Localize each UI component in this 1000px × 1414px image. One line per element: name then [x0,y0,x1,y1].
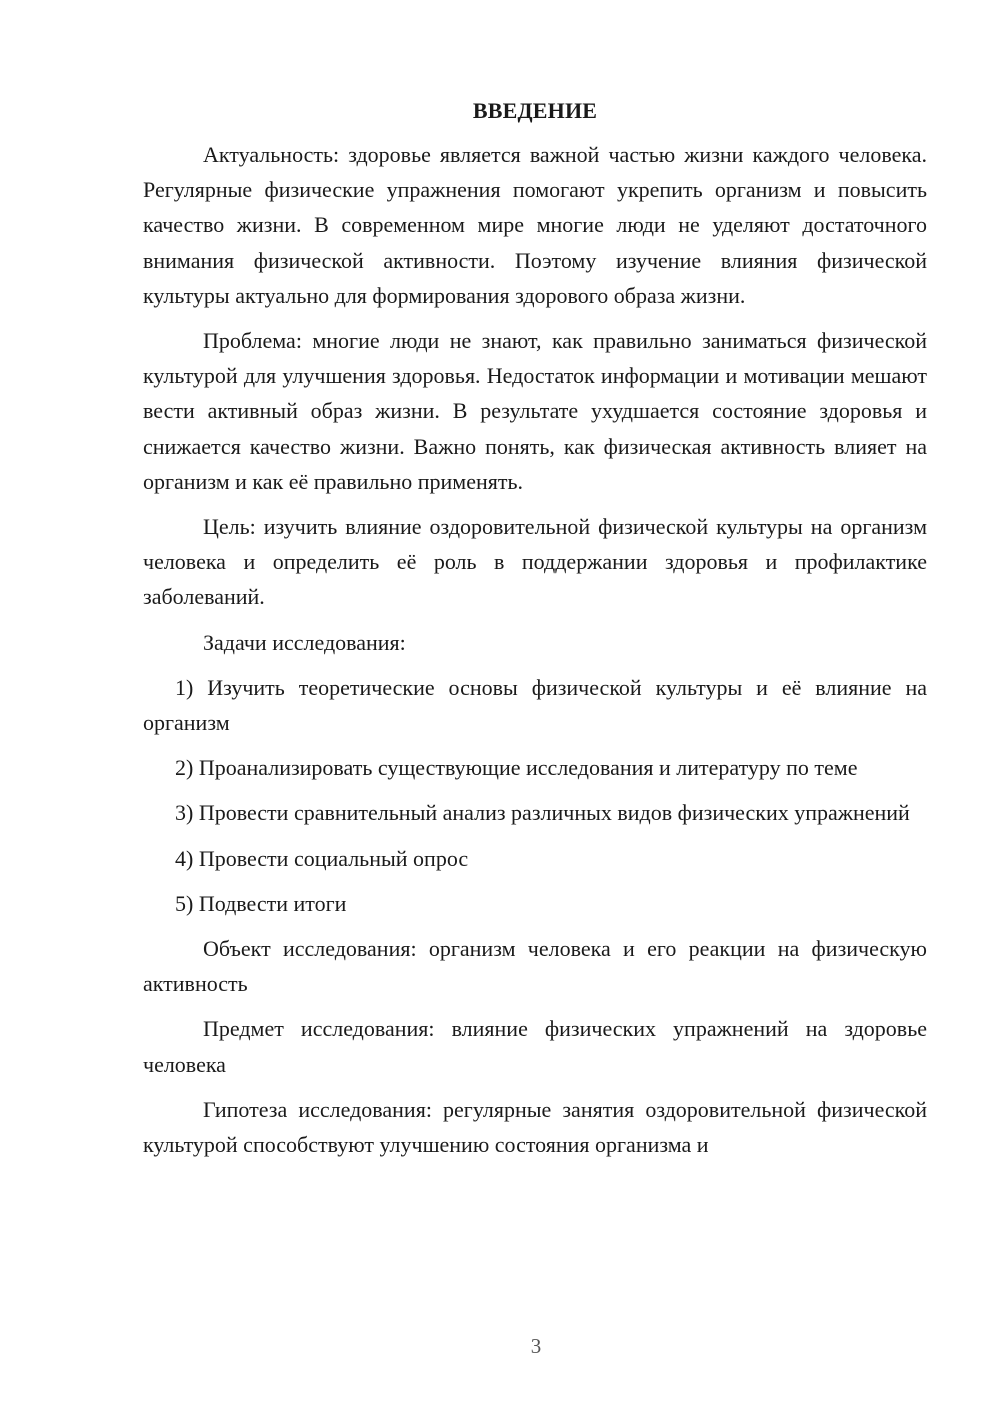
task-item: 5) Подвести итоги [175,890,347,916]
page-content [143,93,927,1172]
paragraph-relevance: Актуальность: здоровье является важной частью жизни каждого человека. Регулярные физические упражнения помогают укрепить организм и повысить качество жизни. В современном мире многие люди не уделяют достаточного внимания физической активности. Поэтому изучение влияния физической культуры актуально для формирования здорового образа жизни. [143,142,927,308]
paragraph-goal: Цель: изучить влияние оздоровительной физической культуры на организм человека и определить её роль в поддержании здоровья и профилактике заболеваний. [143,514,927,610]
section-title: ВВЕДЕНИЕ [472,98,598,123]
task-item: 2) Проанализировать существующие исследования и литературу по теме [175,755,858,781]
paragraph-tasks-heading: Задачи исследования: [203,629,406,655]
task-item: 3) Провести сравнительный анализ различных видов физических упражнений [175,800,910,826]
task-item: 1) Изучить теоретические основы физической культуры и её влияние на организм [143,674,927,736]
paragraph-problem: Проблема: многие люди не знают, как правильно заниматься физической культурой для улучшения здоровья. Недостаток информации и мотивации мешают вести активный образ жизни. В результате ухудшается состояние здоровья и снижается качество жизни. Важно понять, как физическая активность влияет на организм и как её правильно применять. [143,328,927,494]
page-number: 3 [530,1334,542,1358]
paragraph-object: Объект исследования: организм человека и его реакции на физическую активность [143,936,927,997]
paragraph-hypothesis: Гипотеза исследования: регулярные занятия оздоровительной физической культурой способствуют улучшению состояния организма и [143,1096,927,1158]
paragraph-subject: Предмет исследования: влияние физических упражнений на здоровье человека [143,1016,927,1077]
task-item: 4) Провести социальный опрос [175,845,469,871]
